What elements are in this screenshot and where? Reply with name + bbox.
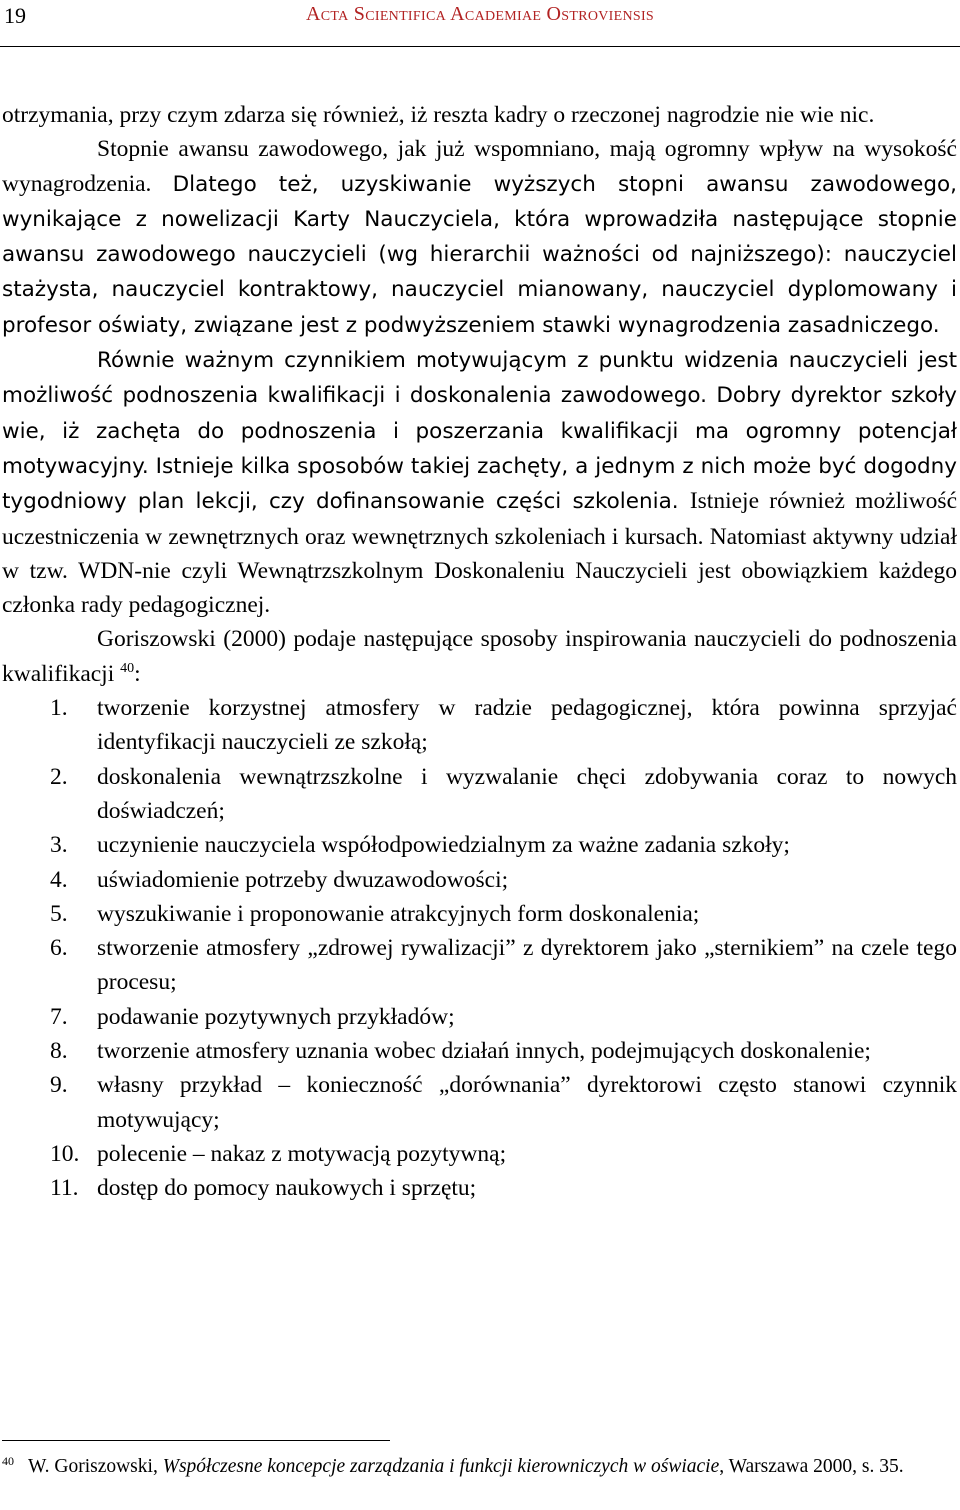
list-item-number: 7. (50, 1003, 68, 1030)
list-item-number: 11. (50, 1175, 79, 1202)
list-item (2, 897, 957, 931)
list-item-number: 3. (50, 832, 68, 859)
list-item (2, 1171, 957, 1205)
text-run: Równie ważnym czynnikiem motywującym z punktu widzenia nauczycieli jest możliwość podnoszenia kwalifikacji i doskonalenia zawodowego. (2, 348, 957, 409)
list-item-text: uświadomienie potrzeby dwuzawodowości; (97, 866, 509, 893)
list-item-number: 8. (50, 1038, 68, 1065)
list-item (2, 1000, 957, 1034)
text-run: Istnieje również możliwość uczestniczenia w zewnętrznych oraz wewnętrznych szkoleniach i kursach. Natomiast aktywny udział w tzw. WDN-nie czyli Wewnątrzszkolnym Doskonaleniu Nauczycieli jest obowiązkiem każdego członka rady pedagogicznej. (2, 488, 957, 619)
footnote (2, 1452, 957, 1481)
text-run: otrzymania, przy czym zdarza się również, iż reszta kadry o rzeczonej nagrodzie nie wie nic. (2, 102, 875, 128)
running-header (0, 0, 960, 47)
text-run: Goriszowski (2000) podaje następujące sposoby inspirowania nauczycieli do podnoszenia kwalifikacji (2, 626, 957, 687)
list-item-number: 5. (50, 900, 68, 927)
main-text (2, 98, 957, 1206)
list-item (2, 931, 957, 1000)
list-item (2, 760, 957, 829)
text-run: Dobry dyrektor szkoły wie, iż zachęta do podnoszenia i poszerzania kwalifikacji ma ogromny potencjał motywacyjny. (2, 383, 957, 479)
text-run: : (134, 660, 141, 687)
list-item-text: wyszukiwanie i proponowanie atrakcyjnych form doskonalenia; (97, 900, 700, 927)
list-item-text: własny przykład – konieczność „dorównania” dyrektorowi często stanowi czynnik motywujący; (97, 1072, 957, 1133)
list-item-text: tworzenie atmosfery uznania wobec działań innych, podejmujących doskonalenie; (97, 1038, 871, 1065)
list-item-text: dostęp do pomocy naukowych i sprzętu; (97, 1175, 477, 1202)
footnote-mark: 40 (2, 1453, 14, 1468)
paragraph (2, 622, 957, 691)
list-item-number: 1. (50, 695, 68, 722)
text-run: Stopnie awansu zawodowego, jak już wspomniano, mają ogromny wpływ na wysokość wynagrodzenia. (2, 136, 957, 197)
list-item (2, 1068, 957, 1137)
paragraph (2, 98, 957, 132)
footnote-rest: , Warszawa 2000, s. 35. (719, 1456, 904, 1477)
list-item-number: 6. (50, 935, 68, 962)
list-item-text: doskonalenia wewnątrzszkolne i wyzwalanie chęci zdobywania coraz to nowych doświadczeń; (97, 763, 957, 824)
list-item (2, 863, 957, 897)
list-item-number: 9. (50, 1072, 68, 1099)
paragraph (2, 132, 957, 343)
list-item-text: podawanie pozytywnych przykładów; (97, 1003, 455, 1030)
list-item (2, 1034, 957, 1068)
list-item-text: stworzenie atmosfery „zdrowej rywalizacji” z dyrektorem jako „sternikiem” na czele tego procesu; (97, 935, 957, 996)
text-run: Dlatego też, uzyskiwanie wyższych stopni awansu zawodowego, wynikające z nowelizacji Karty Nauczyciela, która wprowadziła następujące stopnie awansu zawodowego nauczycieli (wg hierarchii ważności od najniższego): nauczyciel stażysta, nauczyciel kontraktowy, nauczyciel mianowany, nauczyciel dyplomowany i profesor oświaty, związane jest z podwyższeniem stawki wynagrodzenia zasadniczego. (2, 171, 957, 338)
list-item (2, 691, 957, 760)
list-item-number: 10. (50, 1140, 80, 1167)
paragraph (2, 343, 957, 622)
list-item-text: tworzenie korzystnej atmosfery w radzie pedagogicznej, która powinna sprzyjać identyfikacji nauczycieli ze szkołą; (97, 695, 957, 756)
list-item-number: 4. (50, 866, 68, 893)
list-item (2, 828, 957, 862)
list-item-text: polecenie – nakaz z motywacją pozytywną; (97, 1140, 507, 1167)
footnote-title: Współczesne koncepcje zarządzania i funkcji kierowniczych w oświacie (162, 1456, 720, 1477)
list-item (2, 1137, 957, 1171)
inspiration-methods-list (2, 691, 957, 1205)
list-item-number: 2. (50, 763, 68, 790)
footnote-author: W. Goriszowski, (28, 1456, 163, 1477)
journal-title: Acta Scientifica Academiae Ostroviensis (305, 3, 655, 25)
text-run: Istnieje kilka sposobów takiej zachęty, a jednym z nich może być dogodny tygodniowy plan lekcji, czy dofinansowanie części szkolenia. (2, 453, 957, 515)
list-item-text: uczynienie nauczyciela współodpowiedzialnym za ważne zadania szkoły; (97, 832, 790, 859)
footnote-divider (2, 1440, 390, 1441)
footnote-reference[interactable]: 40 (120, 660, 135, 676)
page-number: 19 (4, 3, 26, 28)
